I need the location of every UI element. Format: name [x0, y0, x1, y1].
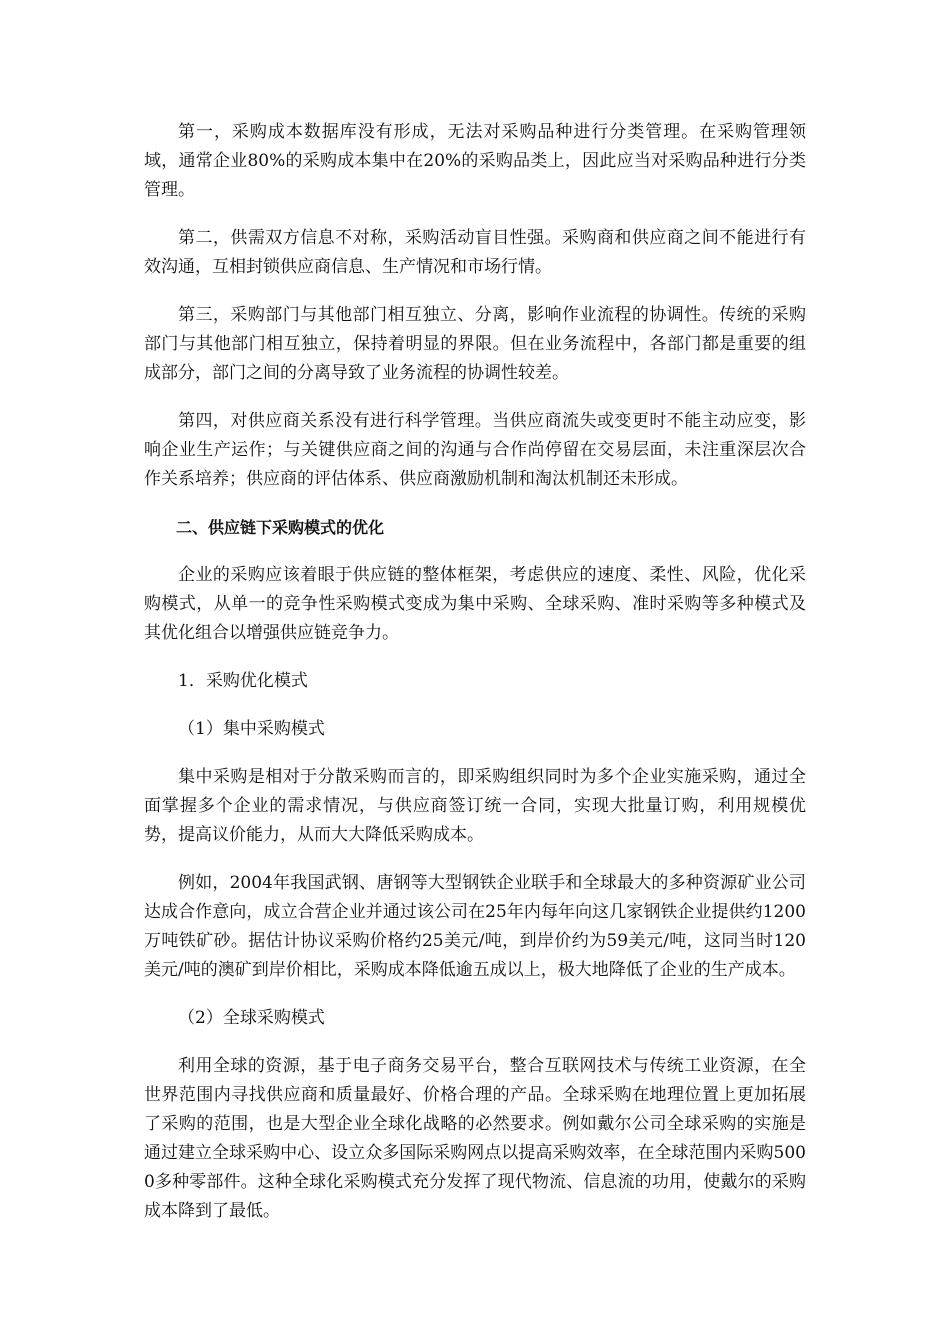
subheading-global-purchasing: （2）全球采购模式	[178, 1008, 325, 1028]
paragraph-centralized-purchasing: 集中采购是相对于分散采购而言的，即采购组织同时为多个企业实施采购，通过全面掌握多个企业的需求情况，与供应商签订统一合同，实现大批量订购，利用规模优势，提高议价能力，从而大大降低采购成本。	[144, 767, 806, 845]
section-heading: 二、供应链下采购模式的优化	[176, 518, 385, 537]
paragraph-steel-example: 例如，2004年我国武钢、唐钢等大型钢铁企业联手和全球最大的多种资源矿业公司达成合作意向，成立合营企业并通过该公司在25年内每年向这几家钢铁企业提供约1200万吨铁矿砂。据估计协议采购价格约25美元/吨，到岸价约为59美元/吨，这同当时120美元/吨的澳矿到岸价相比，采购成本降低逾五成以上，极大地降低了企业的生产成本。	[144, 873, 806, 980]
subheading-centralized-purchasing: （1）集中采购模式	[178, 719, 325, 739]
paragraph-second-point: 第二，供需双方信息不对称，采购活动盲目性强。采购商和供应商之间不能进行有效沟通，互相封锁供应商信息、生产情况和市场行情。	[144, 228, 806, 277]
paragraph-global-purchasing: 利用全球的资源，基于电子商务交易平台，整合互联网技术与传统工业资源，在全世界范围内寻找供应商和质量最好、价格合理的产品。全球采购在地理位置上更加拓展了采购的范围，也是大型企业全球化战略的必然要求。例如戴尔公司全球采购的实施是通过建立全球采购中心、设立众多国际采购网点以提高采购效率，在全球范围内采购5000多种零部件。这种全球化采购模式充分发挥了现代物流、信息流的功用，使戴尔的采购成本降到了最低。	[144, 1056, 806, 1221]
document-page	[144, 118, 806, 1245]
subheading-optimization-modes: 1．采购优化模式	[178, 671, 308, 691]
paragraph-intro: 企业的采购应该着眼于供应链的整体框架，考虑供应的速度、柔性、风险，优化采购模式，从单一的竞争性采购模式变成为集中采购、全球采购、准时采购等多种模式及其优化组合以增强供应链竞争力。	[144, 565, 806, 643]
paragraph-first-point: 第一，采购成本数据库没有形成，无法对采购品种进行分类管理。在采购管理领域，通常企业80%的采购成本集中在20%的采购品类上，因此应当对采购品种进行分类管理。	[144, 122, 806, 200]
paragraph-third-point: 第三，采购部门与其他部门相互独立、分离，影响作业流程的协调性。传统的采购部门与其他部门相互独立，保持着明显的界限。但在业务流程中，各部门都是重要的组成部分，部门之间的分离导致了业务流程的协调性较差。	[144, 305, 806, 383]
paragraph-fourth-point: 第四，对供应商关系没有进行科学管理。当供应商流失或变更时不能主动应变，影响企业生产运作；与关键供应商之间的沟通与合作尚停留在交易层面，未注重深层次合作关系培养；供应商的评估体系、供应商激励机制和淘汰机制还未形成。	[144, 411, 806, 489]
